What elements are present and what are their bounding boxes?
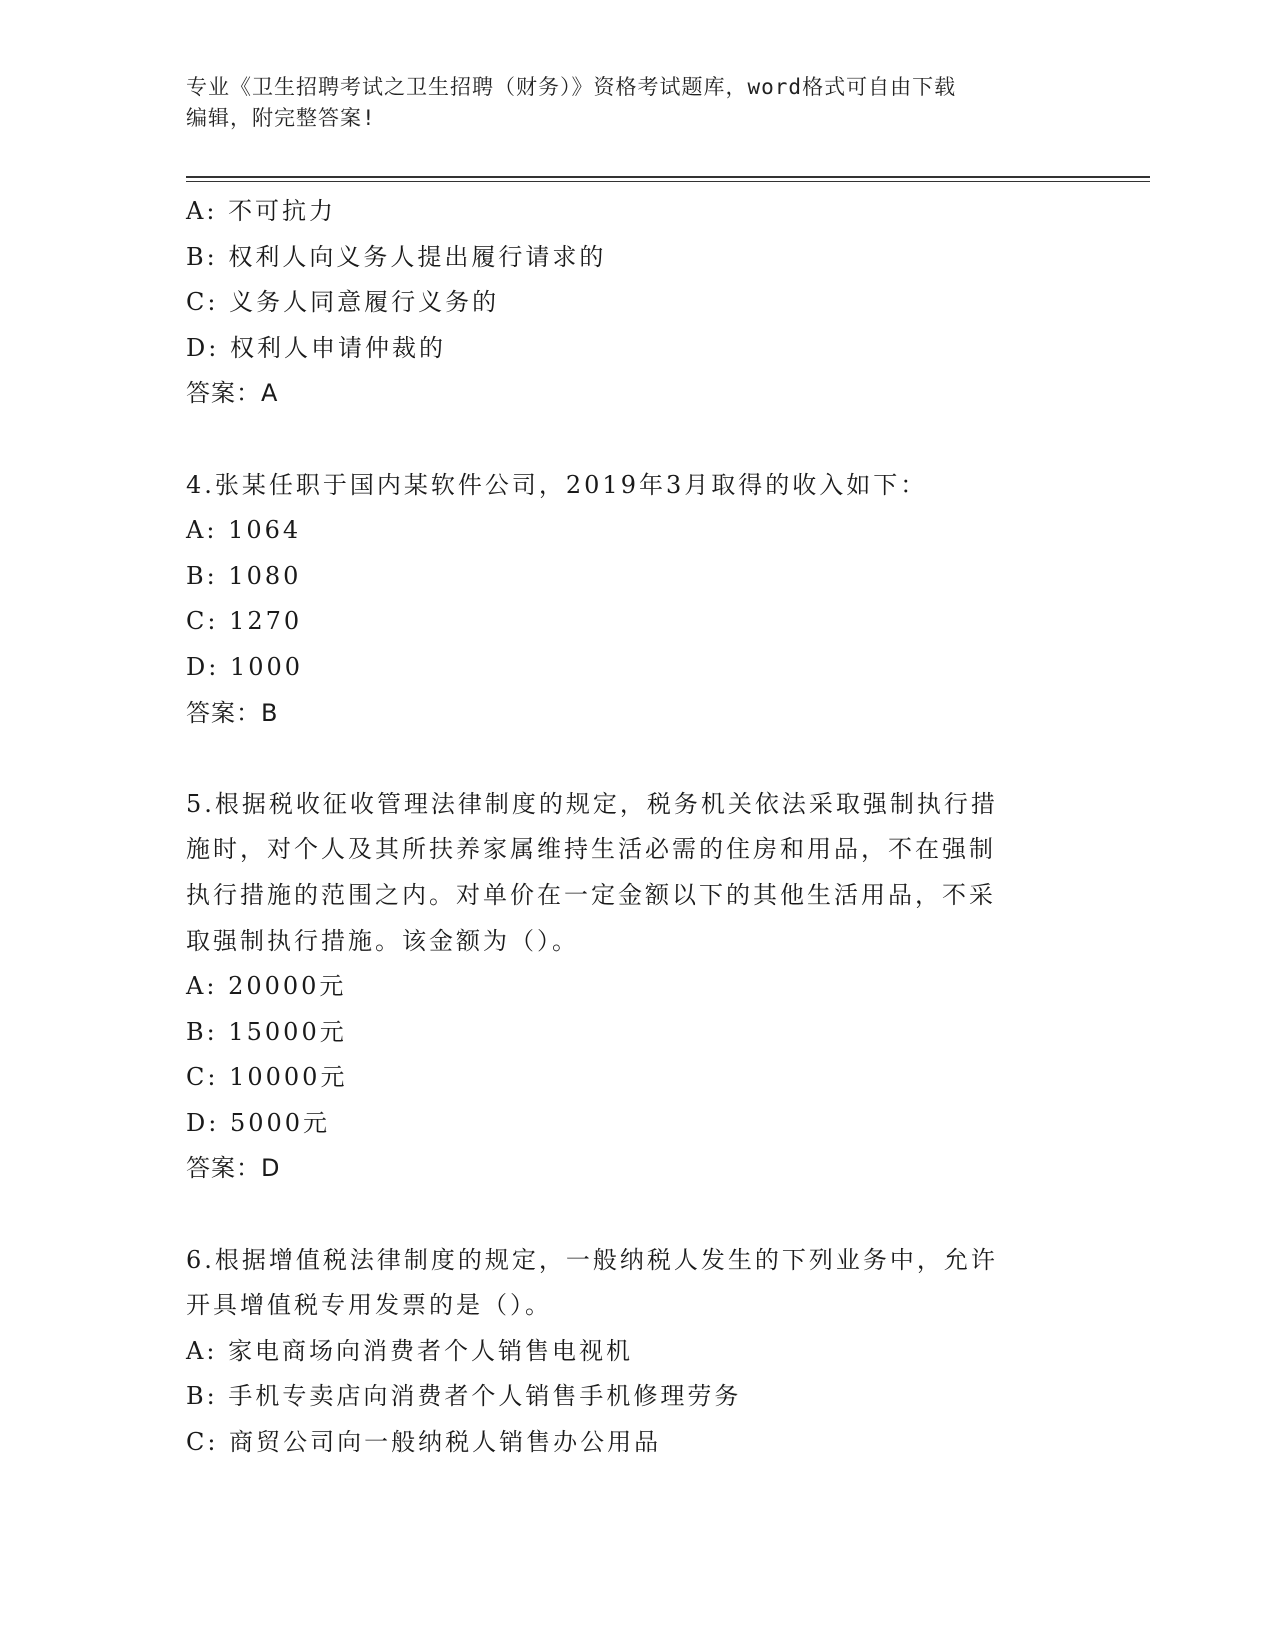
option-b: B: 手机专卖店向消费者个人销售手机修理劳务 <box>186 1382 742 1411</box>
option-b: B: 权利人向义务人提出履行请求的 <box>186 242 607 271</box>
option-c: C: 1270 <box>186 607 303 636</box>
question-3 <box>186 189 1066 417</box>
question-stem: 4.张某任职于国内某软件公司，2019年3月取得的收入如下： <box>186 470 928 499</box>
question-stem-line: 取强制执行措施。该金额为（）。 <box>186 926 579 955</box>
document-header <box>186 72 1066 134</box>
question-stem-line: 6.根据增值税法律制度的规定，一般纳税人发生的下列业务中，允许 <box>186 1245 998 1274</box>
answer: 答案：A <box>186 379 279 408</box>
question-4 <box>186 463 1066 737</box>
question-stem-line: 5.根据税收征收管理法律制度的规定，税务机关依法采取强制执行措 <box>186 789 998 818</box>
option-a: A: 1064 <box>186 516 302 545</box>
header-divider-thick <box>186 176 1150 178</box>
question-stem-line: 执行措施的范围之内。对单价在一定金额以下的其他生活用品，不采 <box>186 880 996 909</box>
option-a: A: 20000元 <box>186 972 347 1001</box>
option-c: C: 10000元 <box>186 1063 348 1092</box>
option-d: D: 5000元 <box>186 1108 331 1137</box>
answer: 答案：D <box>186 1154 281 1183</box>
option-c: C: 义务人同意履行义务的 <box>186 288 500 317</box>
option-c: C: 商贸公司向一般纳税人销售办公用品 <box>186 1428 662 1457</box>
answer: 答案：B <box>186 698 279 727</box>
option-a: A: 家电商场向消费者个人销售电视机 <box>186 1336 634 1365</box>
option-b: B: 15000元 <box>186 1017 347 1046</box>
option-a: A: 不可抗力 <box>186 197 337 225</box>
question-5 <box>186 782 1066 1192</box>
question-stem-line: 开具增值税专用发票的是（）。 <box>186 1291 552 1320</box>
header-line-2: 编辑，附完整答案! <box>186 106 376 130</box>
option-d: D: 1000 <box>186 652 304 681</box>
header-divider-thin <box>186 181 1150 182</box>
header-line-1: 专业《卫生招聘考试之卫生招聘（财务）》资格考试题库，word格式可自由下载 <box>186 75 957 99</box>
question-stem-line: 施时，对个人及其所扶养家属维持生活必需的住房和用品，不在强制 <box>186 835 996 864</box>
option-d: D: 权利人申请仲裁的 <box>186 333 446 362</box>
question-6 <box>186 1238 1066 1466</box>
question-content <box>186 189 1066 1466</box>
option-b: B: 1080 <box>186 561 302 590</box>
